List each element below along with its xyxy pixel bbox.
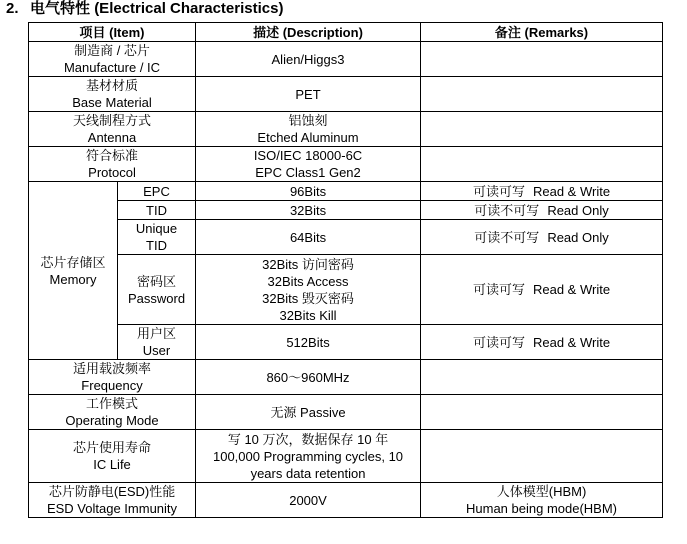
table-header-row	[29, 23, 663, 42]
desc-base-material: PET	[196, 77, 421, 112]
table-row	[29, 430, 663, 483]
desc-tid: 32Bits	[196, 201, 421, 220]
remark-password	[421, 255, 663, 325]
remark-en: Read & Write	[532, 282, 611, 297]
table-row	[29, 42, 663, 77]
header-description: 描述 (Description)	[196, 23, 421, 42]
desc-unique-tid: 64Bits	[196, 220, 421, 255]
section-number: 2.	[6, 0, 19, 17]
item-manufacture	[29, 42, 196, 77]
item-memory	[29, 182, 118, 360]
desc-frequency: 860～960MHz	[196, 360, 421, 395]
item-cn: 天线制程方式	[73, 113, 152, 128]
section-title-cn: 电气特性	[30, 0, 91, 17]
item-cn: 基材材质	[86, 78, 139, 93]
remark-cn: 可读不可写	[474, 202, 540, 218]
remark-protocol	[421, 147, 663, 182]
table-row	[29, 395, 663, 430]
item-cn: 芯片存储区	[40, 254, 106, 270]
item-cn: 工作模式	[86, 396, 139, 411]
desc-manufacture: Alien/Higgs3	[196, 42, 421, 77]
subitem-line: Unique	[135, 221, 178, 236]
remark-tid	[421, 201, 663, 220]
item-cn: 芯片防静电(ESD)性能	[48, 484, 176, 499]
table-row	[29, 112, 663, 147]
table-row	[29, 182, 663, 201]
table-row	[29, 201, 663, 220]
table-row	[29, 360, 663, 395]
item-esd	[29, 483, 196, 518]
desc-line: 32Bits Access	[267, 273, 349, 289]
remark-epc	[421, 182, 663, 201]
item-operating-mode	[29, 395, 196, 430]
subitem-password	[118, 255, 196, 325]
remark-cn: 可读可写	[472, 183, 525, 199]
remark-line: 人体模型(HBM)	[496, 484, 587, 499]
item-en: Operating Mode	[65, 413, 159, 428]
remark-manufacture	[421, 42, 663, 77]
item-ic-life	[29, 430, 196, 483]
desc-password	[196, 255, 421, 325]
remark-operating-mode	[421, 395, 663, 430]
section-heading	[6, 0, 283, 18]
subitem-en: User	[142, 343, 171, 358]
desc-esd: 2000V	[196, 483, 421, 518]
desc-operating-mode: 无源 Passive	[196, 395, 421, 430]
desc-line: 32Bits 访问密码	[262, 256, 354, 272]
remark-ic-life	[421, 430, 663, 483]
remark-frequency	[421, 360, 663, 395]
remark-cn: 可读可写	[472, 334, 525, 350]
item-en: Base Material	[72, 95, 152, 110]
desc-line: 100,000 Programming cycles, 10	[212, 448, 404, 464]
remark-unique-tid	[421, 220, 663, 255]
remark-en: Read & Write	[532, 183, 611, 199]
remark-antenna	[421, 112, 663, 147]
remark-en: Read Only	[547, 202, 609, 218]
desc-line: 写 10 万次，数据保存 10 年	[227, 431, 389, 447]
desc-epc: 96Bits	[196, 182, 421, 201]
subitem-user	[118, 325, 196, 360]
remark-base-material	[421, 77, 663, 112]
item-antenna	[29, 112, 196, 147]
remark-en: Read & Write	[532, 334, 611, 350]
desc-line: 32Bits Kill	[279, 307, 337, 323]
item-en: Antenna	[87, 130, 137, 145]
remark-cn: 可读不可写	[474, 229, 540, 245]
item-cn: 适用载波频率	[73, 361, 152, 376]
section-title-en: (Electrical Characteristics)	[94, 0, 284, 17]
item-en: IC Life	[93, 457, 131, 472]
subitem-cn: 密码区	[137, 273, 177, 289]
table-row	[29, 483, 663, 518]
remark-user	[421, 325, 663, 360]
desc-line: 铝蚀刻	[288, 113, 328, 128]
desc-line: 32Bits 毁灭密码	[262, 290, 354, 306]
subitem-tid: TID	[118, 201, 196, 220]
item-cn: 制造商 / 芯片	[74, 43, 150, 58]
desc-line: years data retention	[250, 465, 366, 481]
desc-line: Etched Aluminum	[257, 130, 359, 145]
subitem-en: Password	[127, 290, 186, 306]
subitem-line: TID	[146, 238, 167, 253]
item-cn: 芯片使用寿命	[73, 440, 152, 455]
item-cn: 符合标准	[86, 148, 139, 163]
desc-line: ISO/IEC 18000-6C	[253, 148, 363, 163]
item-en: ESD Voltage Immunity	[46, 501, 178, 516]
remark-en: Read Only	[547, 229, 609, 245]
item-frequency	[29, 360, 196, 395]
desc-protocol	[196, 147, 421, 182]
desc-ic-life	[196, 430, 421, 483]
table-row	[29, 147, 663, 182]
item-en: Manufacture / IC	[63, 60, 161, 75]
header-remarks: 备注 (Remarks)	[421, 23, 663, 42]
electrical-characteristics-table	[28, 22, 663, 518]
item-en: Frequency	[81, 378, 143, 393]
desc-line: EPC Class1 Gen2	[255, 165, 361, 180]
table-row	[29, 255, 663, 325]
remark-esd	[421, 483, 663, 518]
item-base-material	[29, 77, 196, 112]
item-en: Protocol	[88, 165, 136, 180]
remark-cn: 可读可写	[472, 282, 525, 297]
table-row	[29, 325, 663, 360]
item-en: Memory	[49, 271, 97, 287]
table-row	[29, 220, 663, 255]
table-row	[29, 77, 663, 112]
item-protocol	[29, 147, 196, 182]
subitem-epc: EPC	[118, 182, 196, 201]
header-item: 项目 (Item)	[29, 23, 196, 42]
subitem-unique-tid	[118, 220, 196, 255]
subitem-cn: 用户区	[137, 326, 177, 341]
desc-antenna	[196, 112, 421, 147]
desc-user: 512Bits	[196, 325, 421, 360]
remark-line: Human being mode(HBM)	[466, 501, 618, 516]
